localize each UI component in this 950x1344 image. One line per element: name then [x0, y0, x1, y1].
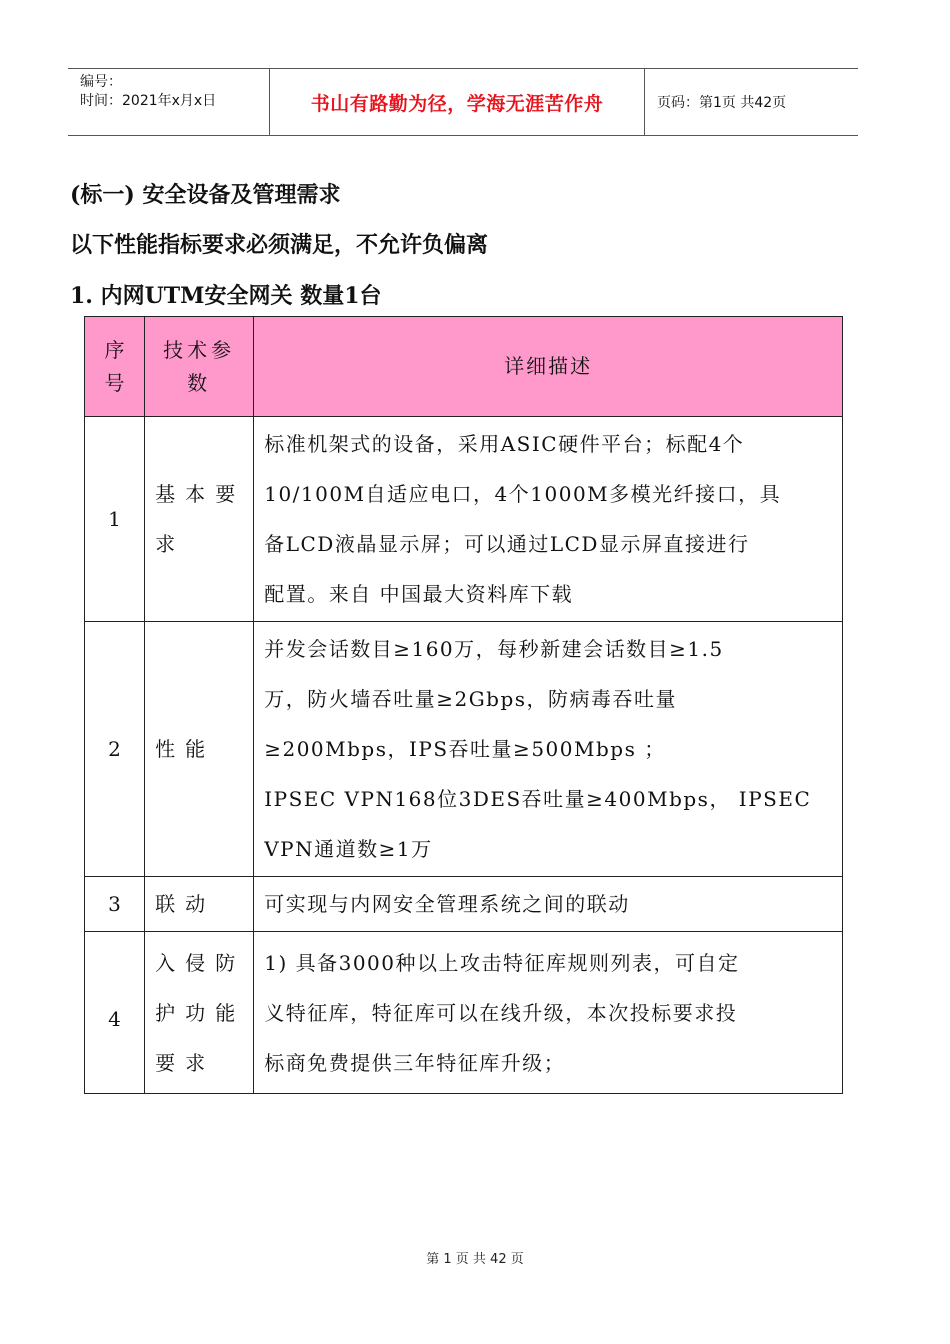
- row-param: 入侵防护功能要求: [145, 932, 254, 1094]
- section-heading: (标一) 安全设备及管理需求: [70, 182, 341, 208]
- col-header-param: 技术参数: [145, 317, 254, 417]
- page-footer: 第 1 页 共 42 页: [426, 1252, 524, 1267]
- desc-line: 配置。来自 中国最大资料库下载: [264, 582, 574, 606]
- item-heading: 1. 内网UTM安全网关 数量1台: [70, 283, 382, 309]
- desc-line: 可实现与内网安全管理系统之间的联动: [264, 892, 630, 916]
- row-num: 2: [85, 622, 145, 877]
- page-header: [68, 68, 858, 136]
- row-num: 1: [85, 417, 145, 622]
- desc-line: ≥200Mbps，IPS吞吐量≥500Mbps ；: [264, 737, 666, 761]
- desc-line: 标商免费提供三年特征库升级；: [264, 1050, 566, 1075]
- desc-line: 并发会话数目≥160万，每秒新建会话数目≥1.5: [264, 637, 724, 661]
- table-row: [85, 877, 843, 932]
- row-param: 联动: [145, 877, 254, 932]
- header-page-info: 页码：第1页 共42页: [657, 95, 787, 111]
- desc-line: 义特征库，特征库可以在线升级，本次投标要求投: [264, 1000, 738, 1025]
- row-param: 性能: [145, 622, 254, 877]
- time-label: 时间：2021年x月x日: [80, 93, 217, 109]
- table-row: [85, 622, 843, 877]
- spec-table: [84, 316, 843, 1094]
- row-num: 3: [85, 877, 145, 932]
- desc-line: 1) 具备3000种以上攻击特征库规则列表，可自定: [264, 950, 740, 975]
- table-row: [85, 417, 843, 622]
- desc-line: 万，防火墙吞吐量≥2Gbps，防病毒吞吐量: [264, 687, 678, 711]
- row-desc: [254, 622, 843, 877]
- row-desc: [254, 932, 843, 1094]
- row-desc: [254, 417, 843, 622]
- col-header-desc: 详细描述: [254, 317, 843, 417]
- row-param: 基本要求: [145, 417, 254, 622]
- number-label: 编号：: [80, 74, 122, 90]
- col-header-num: 序号: [85, 317, 145, 417]
- desc-line: IPSEC VPN168位3DES吞吐量≥400Mbps， IPSEC: [264, 787, 812, 811]
- desc-line: 备LCD液晶显示屏；可以通过LCD显示屏直接进行: [264, 532, 750, 556]
- table-row: [85, 932, 843, 1094]
- row-desc: [254, 877, 843, 932]
- desc-line: 10/100M自适应电口，4个1000M多模光纤接口，具: [264, 482, 782, 506]
- header-motto: 书山有路勤为径，学海无涯苦作舟: [270, 69, 645, 135]
- row-num: 4: [85, 932, 145, 1094]
- header-meta: [68, 69, 270, 135]
- requirement-heading: 以下性能指标要求必须满足，不允许负偏离: [70, 232, 489, 258]
- desc-line: 标准机架式的设备，采用ASIC硬件平台；标配4个: [264, 432, 745, 456]
- table-header-row: [85, 317, 843, 417]
- desc-line: VPN通道数≥1万: [264, 837, 433, 861]
